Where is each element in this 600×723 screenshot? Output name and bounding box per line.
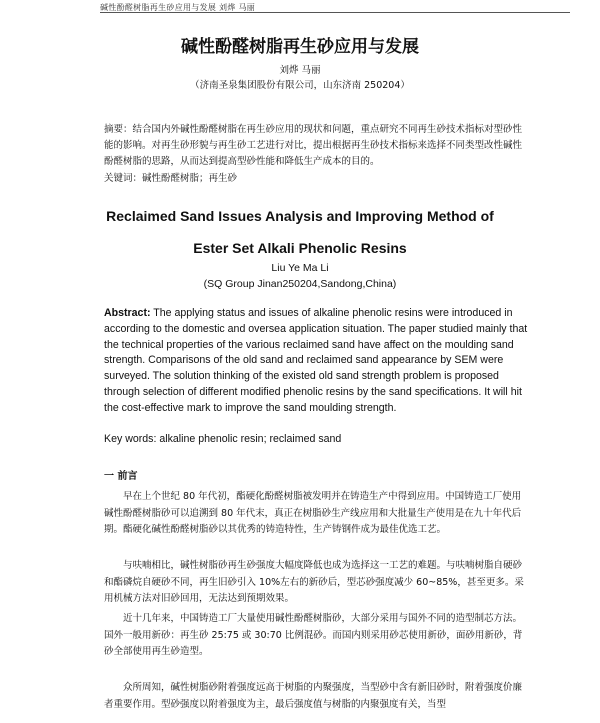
title-cn: 碱性酚醛树脂再生砂应用与发展 xyxy=(181,37,419,57)
paragraph-2: 与呋喃相比，碱性树脂砂再生砂强度大幅度降低也成为选择这一工艺的难题。与呋喃树脂自硬砂和酯磷烷自硬砂不同，再生旧砂引入 10%左右的新砂后，型芯砂强度减少 60~85%，甚至更多。采用机械方法对旧砂回用，无法达到预期效果。 xyxy=(104,560,524,604)
running-header: 碱性酚醛树脂再生砂应用与发展 刘烨 马丽 xyxy=(100,3,256,12)
paragraph-3: 近十几年来，中国铸造工厂大量使用碱性酚醛树脂砂，大部分采用与国外不同的造型制芯方法。国外一般用新砂：再生砂 25:75 或 30:70 比例混砂。而国内则采用砂芯使用新砂，面砂用新砂，背砂全部使用再生砂造型。 xyxy=(104,613,523,657)
paragraph-1: 早在上个世纪 80 年代初，酯硬化酚醛树脂被发明并在铸造生产中得到应用。中国铸造工厂使用碱性酚醛树脂砂可以追溯到 80 年代末，真正在树脂砂生产线应用和大批量生产使用是在九十年代后期。酯硬化碱性酚醛树脂砂以其优秀的铸造特性，生产铸钢件成为最佳优选工艺。 xyxy=(104,491,522,535)
abstract-en-body: The applying status and issues of alkaline phenolic resins were introduced in according to the domestic and oversea application situation. The paper studied mainly that the technical properties of the various reclaimed sand have affect on the moulding sand strength. Comparisons of the old sand and reclaimed sand appearance by SEM were surveyed. The solution thinking of the existed old sand strength problem is proposed through selection of different modified phenolic resins by the sand specifications. It will hit the cost-effective mark to improve the sand moulding strength. xyxy=(104,307,528,414)
abstract-en xyxy=(104,306,530,417)
keywords-cn: 关键词：碱性酚醛树脂；再生砂 xyxy=(104,173,238,184)
title-en-line2: Ester Set Alkali Phenolic Resins xyxy=(193,240,407,256)
authors-en: Liu Ye Ma Li xyxy=(271,262,329,274)
paragraph-4: 众所周知，碱性树脂砂附着强度远高于树脂的内聚强度，当型砂中含有新旧砂时，附着强度价廉者重要作用。型砂强度以附着强度为主，最后强度值与树脂的内聚强度有关，当型 xyxy=(104,682,523,710)
affiliation-cn: （济南圣泉集团股份有限公司，山东济南 250204） xyxy=(190,80,410,91)
header-rule xyxy=(100,12,570,13)
abstract-en-label: Abstract: xyxy=(104,307,151,319)
title-en-line1: Reclaimed Sand Issues Analysis and Improving Method of xyxy=(106,208,494,224)
affiliation-en: (SQ Group Jinan250204,Sandong,China) xyxy=(203,278,397,290)
keywords-en: Key words: alkaline phenolic resin; reclaimed sand xyxy=(104,433,342,445)
section-heading: 一 前言 xyxy=(104,471,138,482)
authors-cn: 刘烨 马丽 xyxy=(279,65,321,76)
abstract-cn: 摘要：结合国内外碱性酚醛树脂在再生砂应用的现状和问题，重点研究不同再生砂技术指标对型砂性能的影响。对再生砂形貌与再生砂工艺进行对比，提出根据再生砂技术指标来选择不同类型改性碱性酚醛树脂的思路，从而达到提高型砂性能和降低生产成本的目的。 xyxy=(104,124,523,167)
